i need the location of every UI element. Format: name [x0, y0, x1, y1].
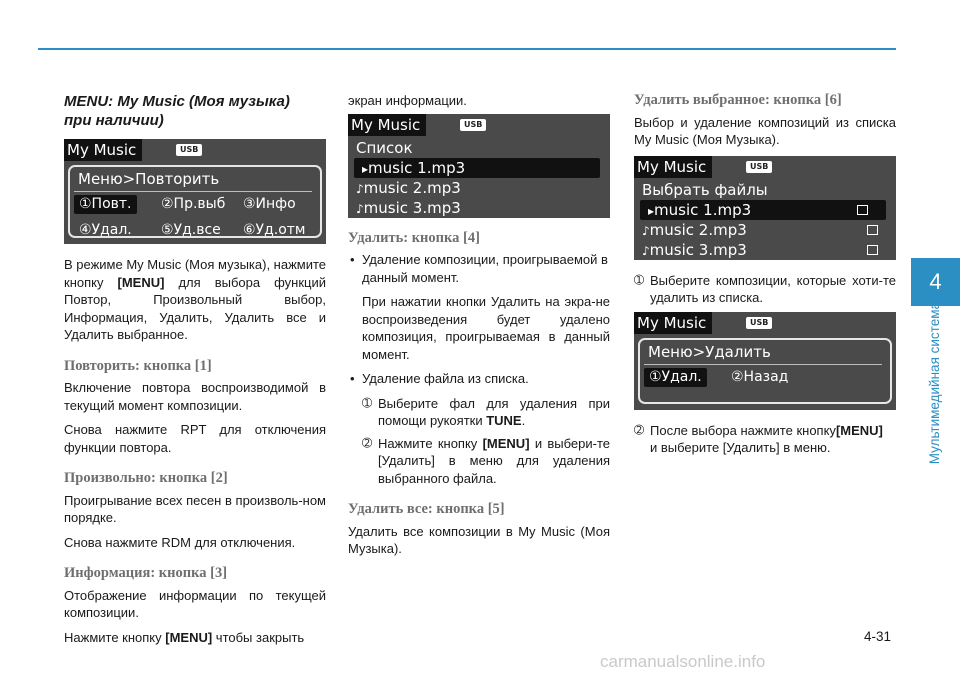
screen-menu-repeat — [64, 139, 326, 244]
column-3 — [634, 92, 896, 462]
random-heading: Произвольно: кнопка [2] — [64, 470, 228, 486]
music-note-icon: ♪ — [356, 201, 364, 216]
list-header: Список — [356, 138, 413, 157]
menu-frame — [68, 165, 322, 238]
music-note-icon: ♪ — [356, 181, 364, 196]
menu-title-line-2: при наличии) — [64, 112, 164, 129]
play-arrow-icon: ▸ — [362, 161, 369, 176]
page-number: 4-31 — [864, 629, 892, 644]
menu-frame-rule — [644, 364, 882, 365]
menu-frame — [638, 338, 892, 404]
intro-paragraph: В режиме My Music (Моя музыка), нажмите кнопку [MENU] для выбора функций Повтор, Произвольный выбор, Информация, Удалить, Удалить все и Удалить выбранное. — [64, 257, 327, 342]
screen-header — [348, 114, 610, 136]
screen-title: My Music — [634, 312, 712, 334]
menu-option-delete-all: ⑤Уд.все — [161, 222, 221, 238]
info-p1: Отображение информации по текущей композиции. — [64, 587, 326, 620]
step-1: ➀ Выберите композиции, которые хоти-те удалить из списка. — [634, 272, 896, 305]
repeat-p1: Включение повтора воспроизводимой в текущий момент композиции. — [64, 380, 326, 413]
delete-heading: Удалить: кнопка [4] — [348, 229, 480, 246]
screen-header — [634, 156, 896, 178]
checkbox-icon — [867, 225, 878, 235]
menu-option-repeat: ①Повт. — [74, 195, 137, 214]
menu-frame-rule — [74, 191, 312, 192]
top-rule — [38, 48, 896, 50]
list-item-2: ♪music 2.mp3 — [356, 178, 461, 197]
delete-all-heading: Удалить все: кнопка [5] — [348, 501, 505, 517]
info-p2: Нажмите кнопку [MENU] чтобы закрыть — [64, 629, 305, 645]
info-heading: Информация: кнопка [3] — [64, 565, 228, 581]
screen-title: My Music — [634, 156, 712, 178]
checkbox-icon — [867, 245, 878, 255]
repeat-heading: Повторить: кнопка [1] — [64, 357, 212, 374]
delete-all-p: Удалить все композиции в My Music (Моя Музыка). — [348, 523, 610, 556]
column-1 — [64, 92, 326, 653]
bullet-2: • Удаление файла из списка. — [348, 370, 610, 388]
music-note-icon: ♪ — [642, 243, 650, 258]
screen-title: My Music — [64, 139, 142, 161]
list-header: Выбрать файлы — [642, 180, 768, 199]
menu-title-line-1: MENU: My Music (Моя музыка) — [64, 93, 290, 110]
menu-option-random: ②Пр.выб — [161, 196, 226, 212]
usb-badge: USB — [460, 119, 486, 131]
step-2: ➁ Нажмите кнопку [MENU] и выбери-те [Удалить] в меню для удаления выбранного файла. — [362, 435, 610, 486]
side-chapter-title: Мультимедийная система — [927, 302, 942, 465]
screen-menu-delete — [634, 312, 896, 410]
music-note-icon: ♪ — [642, 223, 650, 238]
bullet-1-note: При нажатии кнопки Удалить на экра-не воспроизведения будет удалено композиция, проигрываемая в данный момент. — [362, 294, 610, 362]
random-p1: Проигрывание всех песен в произволь-ном порядке. — [64, 492, 326, 525]
random-p2: Снова нажмите RDM для отключения. — [64, 534, 296, 550]
bullet-1: • Удаление композиции, проигрываемой в данный момент. — [348, 251, 610, 286]
continued-text: экран информации. — [348, 93, 467, 108]
list-item-1: ▸music 1.mp3 — [354, 158, 600, 178]
repeat-p2: Снова нажмите RPT для отключения функции повтора. — [64, 422, 326, 455]
menu-option-delete: ①Удал. — [644, 368, 707, 387]
usb-badge: USB — [746, 161, 772, 173]
screen-title: My Music — [348, 114, 426, 136]
screen-list — [348, 114, 610, 218]
chapter-tab: 4 — [911, 258, 960, 306]
menu-option-back: ②Назад — [731, 368, 789, 385]
menu-frame-title: Меню>Удалить — [648, 342, 771, 361]
step-1: ➀ Выберите фал для удаления при помощи рукоятки TUNE. — [362, 395, 610, 428]
checkbox-icon — [857, 205, 868, 215]
file-item-3: ♪music 3.mp3 — [634, 240, 896, 260]
usb-badge: USB — [746, 317, 772, 329]
column-2 — [348, 92, 610, 565]
screen-header — [634, 312, 896, 334]
menu-title — [64, 92, 326, 130]
watermark: carmanualsonline.info — [600, 652, 766, 671]
step-2: ➁ После выбора нажмите кнопку[MENU] и выберите [Удалить] в меню. — [634, 422, 883, 455]
menu-option-info: ③Инфо — [243, 196, 296, 212]
menu-option-delete-selected: ⑥Уд.отм — [243, 222, 306, 238]
file-item-1: ▸music 1.mp3 — [640, 200, 886, 220]
file-item-2: ♪music 2.mp3 — [634, 220, 896, 240]
play-arrow-icon: ▸ — [648, 203, 655, 218]
screen-select-files — [634, 156, 896, 260]
menu-option-delete: ④Удал. — [79, 222, 132, 238]
menu-frame-title: Меню>Повторить — [78, 170, 220, 188]
screen-header — [64, 139, 326, 161]
delete-selected-p: Выбор и удаление композиций из списка My Music (Моя Музыка). — [634, 114, 896, 147]
list-item-3: ♪music 3.mp3 — [356, 198, 461, 217]
usb-badge: USB — [176, 144, 202, 156]
delete-selected-heading: Удалить выбранное: кнопка [6] — [634, 92, 842, 108]
